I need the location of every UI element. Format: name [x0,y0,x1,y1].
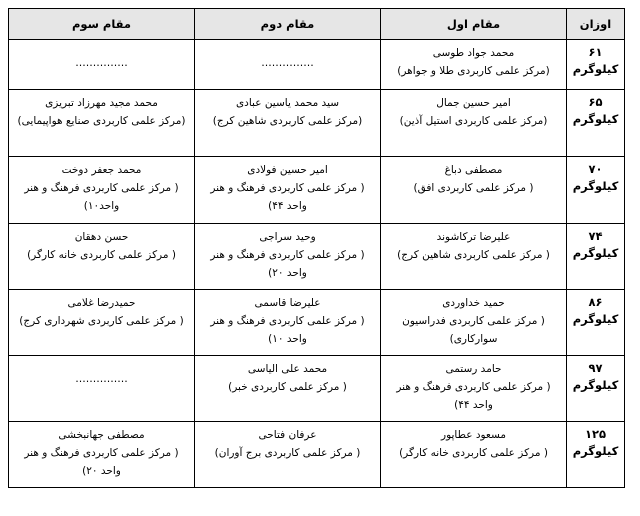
second-place-cell [195,40,381,90]
athlete-name: حسن دهقان [74,231,129,243]
third-place-cell [9,157,195,224]
second-place-cell [195,157,381,224]
athlete-name: محمد جواد طوسی [432,47,515,59]
table-row [9,224,625,290]
table-row [9,90,625,157]
athlete-name: وحید سراجی [259,231,316,243]
second-place-cell [195,224,381,290]
table-row [9,290,625,356]
athlete-name: امیر حسین فولادی [247,164,328,176]
athlete-club: ( مرکز علمی کاربردی فرهنگ و هنر واحد ۴۴) [210,182,365,212]
table-header-row [9,9,625,40]
athlete-club: ( مرکز علمی کاربردی شاهین کرج) [397,249,550,261]
third-place-cell [9,422,195,488]
third-place-cell [9,290,195,356]
weight-class: ۶۵ کیلوگرم [567,90,625,157]
athlete-name: امیر حسین جمال [436,97,511,109]
athlete-club: ( مرکز علمی کاربردی فرهنگ و هنر واحد۱۰) [24,182,179,212]
empty-placeholder: …………… [75,57,128,69]
second-place-cell [195,290,381,356]
athlete-club: (مرکز علمی کاربردی استیل آذین) [399,115,548,127]
first-place-cell [381,356,567,422]
results-table [8,8,625,488]
athlete-club: ( مرکز علمی کاربردی فرهنگ و هنر واحد ۲۰) [210,249,365,279]
third-place-cell [9,40,195,90]
athlete-name: مسعود عطاپور [441,429,506,441]
header-second-place: مقام دوم [195,9,381,40]
empty-placeholder: …………… [75,373,128,385]
third-place-cell [9,356,195,422]
athlete-club: (مرکز علمی کاربردی شاهین کرج) [212,115,363,127]
athlete-club: ( مرکز علمی کاربردی فرهنگ و هنر واحد ۱۰) [210,315,365,345]
second-place-cell [195,356,381,422]
athlete-club: (مرکز علمی کاربردی صنایع هواپیمایی) [17,115,186,127]
header-weight: اوزان [567,9,625,40]
athlete-club: ( مرکز علمی کاربردی فدراسیون سوارکاری) [402,315,545,345]
athlete-name: عرفان فتاحی [258,429,317,441]
weight-class: ۷۰ کیلوگرم [567,157,625,224]
second-place-cell [195,90,381,157]
athlete-club: ( مرکز علمی کاربردی فرهنگ و هنر واحد ۲۰) [24,447,179,477]
athlete-name: محمد مجید مهرزاد تبریزی [45,97,158,109]
athlete-name: مصطفی جهانبخشی [58,429,145,441]
athlete-name: علیرضا قاسمی [254,297,321,309]
first-place-cell [381,290,567,356]
third-place-cell [9,224,195,290]
table-row [9,422,625,488]
third-place-cell [9,90,195,157]
header-first-place: مقام اول [381,9,567,40]
athlete-name: سید محمد یاسین عبادی [235,97,340,109]
athlete-club: ( مرکز علمی کاربردی شهرداری کرج) [19,315,184,327]
first-place-cell [381,90,567,157]
athlete-name: حمیدرضا غلامی [67,297,136,309]
weight-class: ۷۴ کیلوگرم [567,224,625,290]
athlete-club: ( مرکز علمی کاربردی افق) [413,182,534,194]
second-place-cell [195,422,381,488]
athlete-name: مصطفی دباغ [444,164,503,176]
athlete-name: محمد جعفر دوخت [61,164,142,176]
table-row [9,40,625,90]
athlete-club: ( مرکز علمی کاربردی خانه کارگر) [27,249,176,261]
weight-class: ۹۷ کیلوگرم [567,356,625,422]
athlete-name: علیرضا ترکاشوند [436,231,511,243]
weight-class: ۱۲۵ کیلوگرم [567,422,625,488]
first-place-cell [381,40,567,90]
athlete-club: (مرکز علمی کاربردی طلا و جواهر) [397,65,550,77]
athlete-club: ( مرکز علمی کاربردی خانه کارگر) [399,447,548,459]
table-row [9,157,625,224]
weight-class: ۶۱ کیلوگرم [567,40,625,90]
first-place-cell [381,224,567,290]
document-page [8,8,624,488]
athlete-club: ( مرکز علمی کاربردی برج آوران) [214,447,361,459]
first-place-cell [381,157,567,224]
weight-class: ۸۶ کیلوگرم [567,290,625,356]
first-place-cell [381,422,567,488]
athlete-name: حمید خداوردی [442,297,505,309]
empty-placeholder: …………… [261,57,314,69]
athlete-club: ( مرکز علمی کاربردی فرهنگ و هنر واحد ۴۴) [396,381,551,411]
athlete-name: محمد علی الیاسی [247,363,328,375]
table-row [9,356,625,422]
athlete-name: حامد رستمی [445,363,502,375]
athlete-club: ( مرکز علمی کاربردی خبر) [228,381,347,393]
header-third-place: مقام سوم [9,9,195,40]
